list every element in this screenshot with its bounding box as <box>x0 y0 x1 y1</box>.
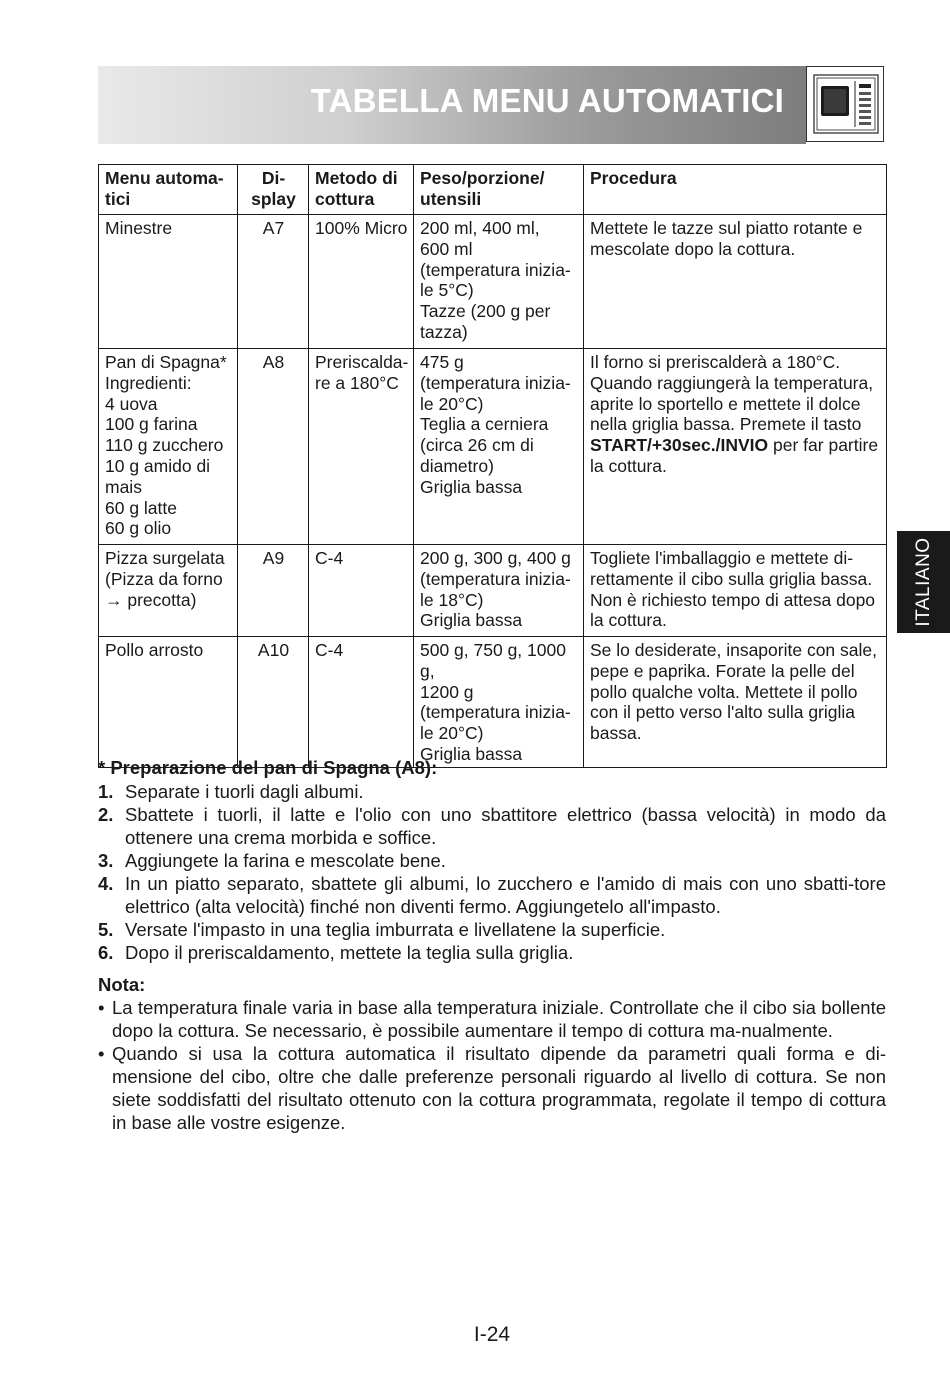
cell-weight: 200 ml, 400 ml, 600 ml (temperatura inizia- le 5°C) Tazze (200 g per tazza) <box>414 215 584 349</box>
auto-menu-table <box>98 164 887 768</box>
list-item <box>98 941 886 964</box>
cell-procedure: Se lo desiderate, insaporite con sale, pepe e paprika. Forate la pelle del pollo qualche volta. Mettete il pollo con il petto verso l'alto sulla griglia bassa. <box>584 637 887 768</box>
list-item <box>98 918 886 941</box>
step-text: Aggiungete la farina e mescolate bene. <box>125 850 446 871</box>
step-number: 4. <box>98 873 114 894</box>
step-number: 2. <box>98 804 114 825</box>
step-text: Sbattete i tuorli, il latte e l'olio con uno sbattitore elettrico (bassa velocità) in modo da ottenere una crema morbida e soffice. <box>125 804 886 848</box>
cell-display: A10 <box>238 637 309 768</box>
bullet-icon: • <box>98 1043 105 1064</box>
column-header-menu: Menu automa- tici <box>99 165 238 215</box>
cell-menu: Pollo arrosto <box>99 637 238 768</box>
cell-menu: Pan di Spagna* Ingredienti: 4 uova 100 g farina 110 g zucchero 10 g amido di mais 60 g latte 60 g olio <box>99 349 238 545</box>
list-item <box>98 872 886 918</box>
cell-weight: 475 g (temperatura inizia- le 20°C) Teglia a cerniera (circa 26 cm di diametro) Griglia bassa <box>414 349 584 545</box>
cell-display: A8 <box>238 349 309 545</box>
procedure-text: Il forno si preriscalderà a 180°C. Quando raggiungerà la temperatura, aprite lo sportello e mettete il dolce nella griglia bassa. Premete il tasto <box>590 352 874 435</box>
cell-weight: 500 g, 750 g, 1000 g, 1200 g (temperatura inizia- le 20°C) Griglia bassa <box>414 637 584 768</box>
step-number: 3. <box>98 850 114 871</box>
page-header <box>98 66 806 144</box>
page-title: TABELLA MENU AUTOMATICI <box>310 82 784 119</box>
list-item <box>98 780 886 803</box>
cell-menu: Pizza surgelata (Pizza da forno → precotta) <box>99 545 238 637</box>
cell-menu: Minestre <box>99 215 238 349</box>
bullet-icon: • <box>98 997 105 1018</box>
start-button-label: START/+30sec./INVIO <box>590 435 769 456</box>
note-text: La temperatura finale varia in base alla temperatura iniziale. Controllate che il cibo sia bollente dopo la cottura. Se necessario, è possibile aumentare il tempo di cottura ma-nualmente. <box>112 997 886 1041</box>
note-text: Quando si usa la cottura automatica il risultato dipende da parametri quali forma e di-mensione del cibo, oltre che dalle preferenze personali riguardo al livello di cottura. Se non siete soddisfatti del risultato ottenuto con la cottura programmata, regolate il tempo di cottura in base alle vostre esigenze. <box>112 1043 886 1133</box>
column-header-procedure: Procedura <box>584 165 887 215</box>
column-header-method: Metodo di cottura <box>309 165 414 215</box>
step-text: Versate l'impasto in una teglia imburrata e livellatene la superficie. <box>125 919 666 940</box>
cell-weight: 200 g, 300 g, 400 g (temperatura inizia- le 18°C) Griglia bassa <box>414 545 584 637</box>
language-tab-label: ITALIANO <box>912 537 934 627</box>
step-number: 5. <box>98 919 114 940</box>
cell-method: Preriscalda- re a 180°C <box>309 349 414 545</box>
cell-method: C-4 <box>309 637 414 768</box>
preparation-title: * Preparazione del pan di Spagna (A8): <box>98 757 438 778</box>
cell-procedure <box>584 349 887 545</box>
list-item <box>98 849 886 872</box>
step-text: Dopo il preriscaldamento, mettete la teglia sulla griglia. <box>125 942 574 963</box>
microwave-icon <box>806 66 884 142</box>
cell-display: A7 <box>238 215 309 349</box>
preparation-section <box>98 756 886 1134</box>
table-header-row <box>99 165 887 215</box>
table-row <box>99 545 887 637</box>
page-number: I-24 <box>473 1323 511 1346</box>
cell-procedure: Togliete l'imballaggio e mettete di-rettamente il cibo sulla griglia bassa. Non è richiesto tempo di attesa dopo la cottura. <box>584 545 887 637</box>
table-row <box>99 637 887 768</box>
column-header-display: Di- splay <box>238 165 309 215</box>
table-row <box>99 215 887 349</box>
procedure-text: per far partire la cottura. <box>590 435 879 476</box>
step-text: In un piatto separato, sbattete gli albumi, lo zucchero e l'amido di mais con uno sbatti-tore elettrico (alta velocità) finché non diventi fermo. Aggiungetelo all'impasto. <box>125 873 886 917</box>
cell-method: 100% Micro <box>309 215 414 349</box>
step-number: 6. <box>98 942 114 963</box>
note-list <box>98 996 886 1134</box>
language-tab <box>897 531 950 633</box>
cell-display: A9 <box>238 545 309 637</box>
list-item <box>98 803 886 849</box>
preparation-steps <box>98 780 886 964</box>
cell-procedure: Mettete le tazze sul piatto rotante e mescolate dopo la cottura. <box>584 215 887 349</box>
column-header-weight: Peso/porzione/ utensili <box>414 165 584 215</box>
step-number: 1. <box>98 781 114 802</box>
list-item <box>98 996 886 1042</box>
table-row <box>99 349 887 545</box>
list-item <box>98 1042 886 1134</box>
step-text: Separate i tuorli dagli albumi. <box>125 781 364 802</box>
cell-method: C-4 <box>309 545 414 637</box>
note-title: Nota: <box>98 974 146 995</box>
